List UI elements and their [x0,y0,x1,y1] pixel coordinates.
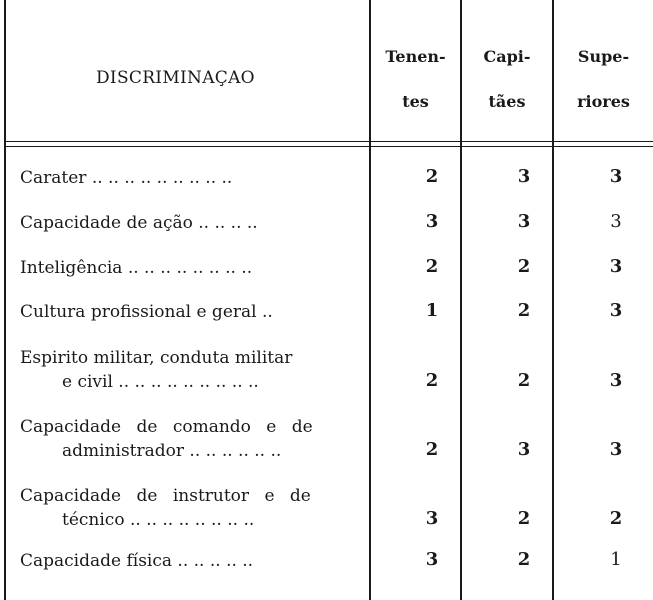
value-superiores: 3 [609,256,623,277]
row-label-line2: e civil .. .. .. .. .. .. .. .. .. [62,372,259,392]
row-label [20,484,368,532]
value-superiores: 2 [609,508,623,529]
row-label-line1: Espirito militar, conduta militar [20,348,293,368]
value-capitaes: 2 [517,370,531,391]
value-capitaes: 2 [517,549,531,570]
value-tenentes: 3 [425,211,439,232]
value-tenentes: 2 [425,439,439,460]
row-label [20,211,368,235]
header-tenentes-line2: tes [402,92,429,111]
value-tenentes: 3 [425,508,439,529]
value-tenentes: 1 [425,300,439,321]
value-tenentes: 2 [425,256,439,277]
row-label [20,549,368,573]
value-capitaes: 3 [517,166,531,187]
header-capitaes [462,34,552,124]
row-label [20,300,368,324]
value-superiores: 3 [610,211,622,232]
header-tenentes [371,34,460,124]
header-tenentes-line1: Tenen- [385,47,446,66]
value-capitaes: 3 [517,211,531,232]
row-label-line1: Capacidade de comando e de [20,417,313,437]
header-superiores-line2: riores [577,92,630,111]
header-capitaes-line1: Capi- [483,47,531,66]
header-superiores [554,34,653,124]
header-discriminacao: DISCRIMINAÇAO [96,68,255,88]
row-label [20,415,368,463]
row-label [20,256,368,280]
row-label-line1: Carater .. .. .. .. .. .. .. .. .. [20,168,233,188]
row-label-line1: Capacidade de instrutor e de [20,486,311,506]
value-capitaes: 2 [517,256,531,277]
row-label-line1: Capacidade física .. .. .. .. .. [20,551,254,571]
row-label-line2: administrador .. .. .. .. .. .. [62,441,282,461]
value-superiores: 1 [610,549,622,570]
header-capitaes-line2: tães [488,92,526,111]
header-rule-top [6,141,653,142]
table-left-border [4,0,6,600]
value-capitaes: 2 [517,508,531,529]
row-label-line1: Cultura profissional e geral .. [20,302,273,322]
value-superiores: 3 [609,166,623,187]
value-superiores: 3 [609,439,623,460]
value-superiores: 3 [609,370,623,391]
value-superiores: 3 [609,300,623,321]
row-label [20,166,368,190]
row-label [20,346,368,394]
row-label-line1: Capacidade de ação .. .. .. .. [20,213,258,233]
value-capitaes: 2 [517,300,531,321]
value-tenentes: 3 [425,549,439,570]
value-tenentes: 2 [425,370,439,391]
header-superiores-line1: Supe- [577,47,630,66]
row-label-line2: técnico .. .. .. .. .. .. .. .. [62,510,255,530]
row-label-line1: Inteligência .. .. .. .. .. .. .. .. [20,258,253,278]
header-rule-bottom [6,146,653,147]
value-capitaes: 3 [517,439,531,460]
value-tenentes: 2 [425,166,439,187]
